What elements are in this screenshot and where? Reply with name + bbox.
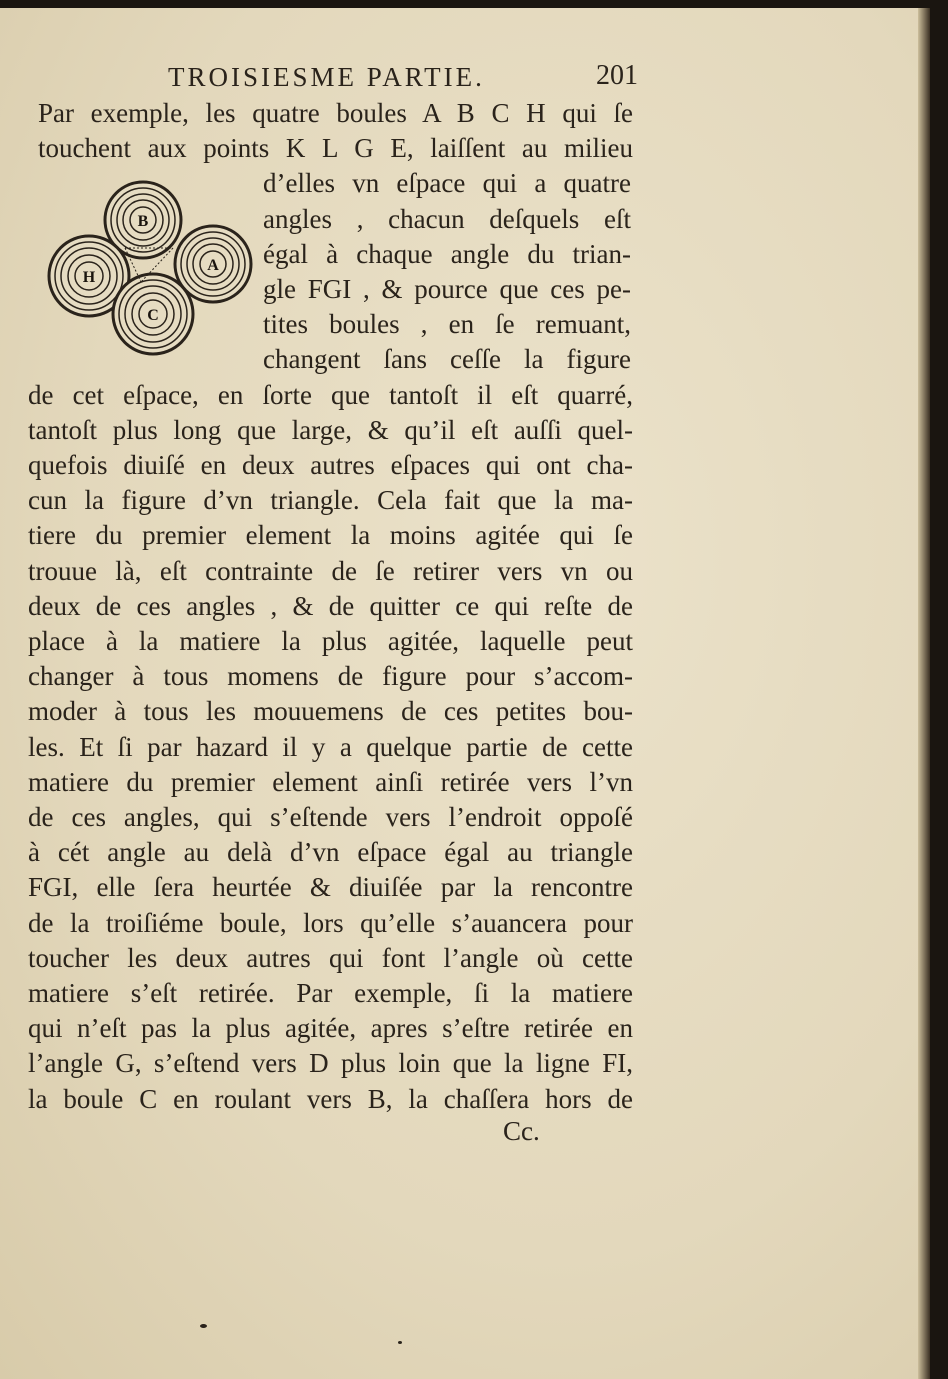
text-line: toucher les deux autres qui font l’angle où cette [28, 942, 633, 973]
running-header [168, 58, 638, 98]
text-line: tites boules , en ſe remuant, [263, 309, 631, 340]
four-balls-figure [45, 178, 265, 363]
text-line: égal à chaque angle du trian- [263, 238, 631, 269]
catchword: Cc. [503, 1116, 540, 1146]
text-line: changent ſans ceſſe la figure [263, 344, 631, 375]
text-line: de ces angles, qui s’eſtende vers l’endroit oppoſé [28, 802, 633, 832]
header-title: TROISIESME PARTIE. [168, 62, 485, 92]
text-line: cun la figure d’vn triangle. Cela fait que la ma- [28, 485, 633, 516]
text-line: touchent aux points K L G E, laiſſent au milieu [38, 133, 633, 164]
text-line: gle FGI , & pource que ces pe- [263, 274, 631, 304]
text-line: deux de ces angles , & de quitter ce qui reſte de [28, 590, 633, 621]
text-line: tantoſt plus long que large, & qu’il eſt auſſi quel- [28, 414, 633, 445]
label-h: H [82, 269, 96, 286]
text-line: quefois diuiſé en deux autres eſpaces qui ont cha- [28, 450, 633, 480]
text-line: de la troiſiéme boule, lors qu’elle s’auancera pour [28, 907, 633, 938]
text-line: angles , chacun deſquels eſt [263, 203, 631, 234]
page-number: 201 [596, 60, 638, 91]
text-line: tiere du premier element la moins agitée qui ſe [28, 520, 633, 551]
text-line: FGI, elle ſera heurtée & diuiſée par la rencontre [28, 872, 633, 903]
text-line: trouue là, eſt contrainte de ſe retirer vers vn ou [28, 555, 633, 586]
text-line: qui n’eſt pas la plus agitée, apres s’eſtre retirée en [28, 1013, 633, 1044]
page-edge [918, 8, 930, 1379]
text-line: matiere s’eſt retirée. Par exemple, ſi la matiere [28, 978, 633, 1008]
text-line: les. Et ſi par hazard il y a quelque partie de cette [28, 731, 633, 762]
text-line: à cét angle au delà d’vn eſpace égal au triangle [28, 837, 633, 868]
text-line: changer à tous momens de figure pour s’accom- [28, 661, 633, 692]
text-line: de cet eſpace, en ſorte que tantoſt il eſt quarré, [28, 379, 633, 410]
text-line: Par exemple, les quatre boules A B C H qui ſe [38, 98, 633, 128]
text-line: matiere du premier element ainſi retirée vers l’vn [28, 766, 633, 797]
label-c: C [147, 307, 159, 324]
label-a: A [207, 257, 219, 274]
book-page [0, 8, 930, 1379]
text-line: la boule C en roulant vers B, la chaſſera hors de [28, 1083, 633, 1114]
ink-speck [200, 1324, 207, 1328]
text-line: moder à tous les mouuemens de ces petites bou- [28, 696, 633, 727]
ink-speck [398, 1341, 402, 1344]
label-b: B [137, 213, 149, 230]
text-line: l’angle G, s’eſtend vers D plus loin que la ligne FI, [28, 1048, 633, 1079]
text-line: place à la matiere la plus agitée, laquelle peut [28, 626, 633, 656]
text-line: d’elles vn eſpace qui a quatre [263, 168, 631, 199]
